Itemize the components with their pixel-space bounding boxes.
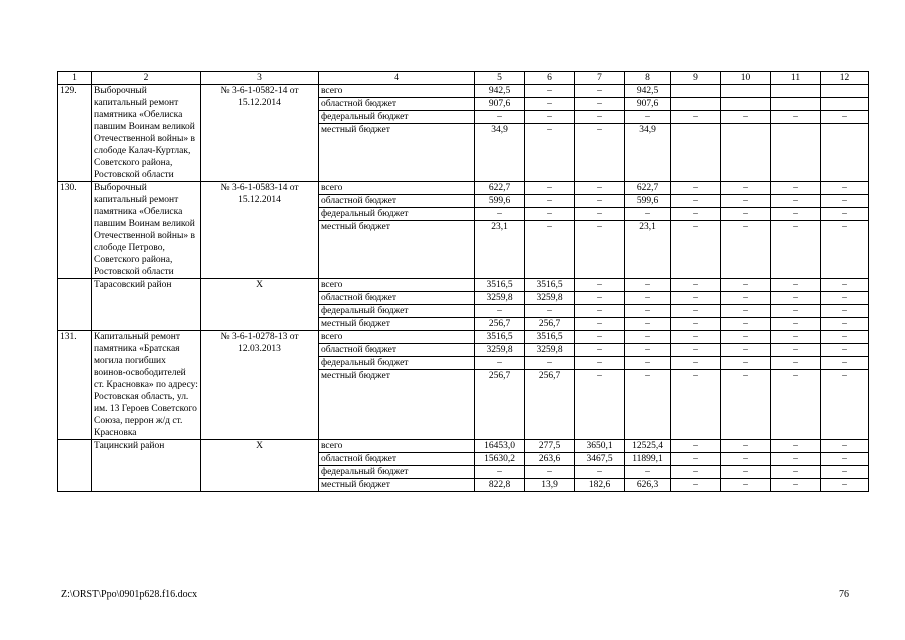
value-cell: – — [525, 124, 575, 182]
value-cell — [671, 124, 721, 182]
value-cell: – — [525, 305, 575, 318]
value-cell: – — [821, 318, 869, 331]
value-cell — [771, 85, 821, 98]
value-cell: – — [821, 453, 869, 466]
table-row — [58, 85, 869, 98]
value-cell: – — [821, 182, 869, 195]
value-cell: – — [575, 208, 625, 221]
row-number — [58, 279, 92, 331]
funding-source: федеральный бюджет — [319, 357, 475, 370]
value-cell: 3259,8 — [525, 292, 575, 305]
value-cell: 822,8 — [475, 479, 525, 492]
value-cell: – — [721, 111, 771, 124]
column-number: 11 — [771, 72, 821, 85]
funding-source: всего — [319, 279, 475, 292]
funding-source: областной бюджет — [319, 292, 475, 305]
table-row — [58, 440, 869, 453]
value-cell: 15630,2 — [475, 453, 525, 466]
value-cell: – — [671, 357, 721, 370]
value-cell: – — [771, 195, 821, 208]
column-number: 12 — [821, 72, 869, 85]
value-cell: – — [721, 318, 771, 331]
column-number: 1 — [58, 72, 92, 85]
value-cell: – — [721, 279, 771, 292]
value-cell: – — [525, 195, 575, 208]
value-cell: – — [475, 305, 525, 318]
value-cell: 3467,5 — [575, 453, 625, 466]
funding-source: областной бюджет — [319, 344, 475, 357]
header-row — [58, 72, 869, 85]
value-cell: – — [671, 111, 721, 124]
value-cell: – — [821, 479, 869, 492]
value-cell: – — [671, 440, 721, 453]
value-cell: – — [625, 466, 671, 479]
value-cell: 34,9 — [625, 124, 671, 182]
value-cell: – — [625, 331, 671, 344]
value-cell: 34,9 — [475, 124, 525, 182]
column-number: 8 — [625, 72, 671, 85]
document-ref: № 3-6-1-0582-14 от 15.12.2014 — [201, 85, 319, 182]
value-cell: 256,7 — [525, 370, 575, 440]
value-cell: 11899,1 — [625, 453, 671, 466]
value-cell: – — [721, 479, 771, 492]
value-cell: – — [671, 344, 721, 357]
value-cell: – — [575, 305, 625, 318]
funding-source: федеральный бюджет — [319, 111, 475, 124]
value-cell: 3516,5 — [475, 331, 525, 344]
object-name: Выборочный капитальный ремонт памятника «Обелиска павшим Воинам великой Отечественной войны» в слободе Калач-Куртлак, Советского района, Ростовской области — [92, 85, 201, 182]
value-cell: – — [721, 344, 771, 357]
value-cell: – — [475, 208, 525, 221]
value-cell — [721, 124, 771, 182]
value-cell: – — [771, 344, 821, 357]
value-cell: – — [625, 292, 671, 305]
value-cell: 3259,8 — [475, 344, 525, 357]
value-cell: – — [821, 344, 869, 357]
value-cell: – — [671, 453, 721, 466]
document-ref: X — [201, 279, 319, 331]
value-cell: – — [475, 111, 525, 124]
value-cell: – — [575, 292, 625, 305]
value-cell: – — [721, 305, 771, 318]
value-cell: – — [625, 111, 671, 124]
value-cell: 942,5 — [475, 85, 525, 98]
value-cell: 3259,8 — [525, 344, 575, 357]
value-cell — [821, 98, 869, 111]
funding-source: федеральный бюджет — [319, 466, 475, 479]
value-cell: – — [671, 370, 721, 440]
value-cell: 277,5 — [525, 440, 575, 453]
column-number: 9 — [671, 72, 721, 85]
value-cell: – — [821, 370, 869, 440]
table-row — [58, 331, 869, 344]
value-cell: – — [625, 318, 671, 331]
value-cell: – — [671, 479, 721, 492]
value-cell: – — [771, 479, 821, 492]
value-cell: – — [721, 370, 771, 440]
value-cell: – — [575, 344, 625, 357]
value-cell: – — [721, 221, 771, 279]
value-cell: – — [721, 208, 771, 221]
column-number: 3 — [201, 72, 319, 85]
value-cell: – — [671, 331, 721, 344]
value-cell: – — [821, 466, 869, 479]
value-cell: – — [625, 279, 671, 292]
value-cell: – — [625, 208, 671, 221]
value-cell: – — [721, 453, 771, 466]
funding-source: областной бюджет — [319, 195, 475, 208]
value-cell: – — [625, 370, 671, 440]
value-cell: – — [525, 221, 575, 279]
value-cell: – — [525, 466, 575, 479]
value-cell: – — [475, 357, 525, 370]
row-number: 131. — [58, 331, 92, 440]
value-cell: 23,1 — [475, 221, 525, 279]
value-cell: – — [771, 331, 821, 344]
funding-source: местный бюджет — [319, 221, 475, 279]
value-cell: – — [771, 357, 821, 370]
value-cell: – — [821, 195, 869, 208]
value-cell: 13,9 — [525, 479, 575, 492]
value-cell — [771, 98, 821, 111]
row-number — [58, 440, 92, 492]
funding-source: местный бюджет — [319, 370, 475, 440]
column-number: 10 — [721, 72, 771, 85]
funding-source: местный бюджет — [319, 479, 475, 492]
value-cell: – — [721, 440, 771, 453]
value-cell: – — [821, 331, 869, 344]
value-cell: 3516,5 — [525, 331, 575, 344]
value-cell: – — [771, 440, 821, 453]
column-number: 4 — [319, 72, 475, 85]
value-cell: – — [771, 466, 821, 479]
value-cell: – — [821, 111, 869, 124]
value-cell: 599,6 — [625, 195, 671, 208]
value-cell: – — [525, 98, 575, 111]
value-cell: 3650,1 — [575, 440, 625, 453]
value-cell: – — [525, 208, 575, 221]
value-cell: – — [575, 182, 625, 195]
value-cell: – — [821, 357, 869, 370]
value-cell: – — [721, 466, 771, 479]
value-cell: – — [771, 453, 821, 466]
column-number: 7 — [575, 72, 625, 85]
value-cell — [721, 98, 771, 111]
funding-source: местный бюджет — [319, 124, 475, 182]
object-name: Тарасовский район — [92, 279, 201, 331]
value-cell: – — [821, 440, 869, 453]
value-cell: – — [575, 318, 625, 331]
value-cell: 256,7 — [475, 318, 525, 331]
value-cell: – — [821, 305, 869, 318]
value-cell: – — [671, 182, 721, 195]
value-cell: – — [721, 331, 771, 344]
value-cell: 907,6 — [625, 98, 671, 111]
funding-source: всего — [319, 85, 475, 98]
value-cell: 622,7 — [625, 182, 671, 195]
value-cell: – — [525, 85, 575, 98]
object-name: Тацинский район — [92, 440, 201, 492]
value-cell: – — [771, 111, 821, 124]
table-row — [58, 182, 869, 195]
value-cell: – — [575, 124, 625, 182]
value-cell: 16453,0 — [475, 440, 525, 453]
value-cell: – — [771, 221, 821, 279]
value-cell: – — [575, 331, 625, 344]
table-row — [58, 279, 869, 292]
value-cell: – — [525, 182, 575, 195]
funding-source: всего — [319, 440, 475, 453]
value-cell: – — [771, 279, 821, 292]
value-cell: – — [671, 208, 721, 221]
value-cell: – — [671, 466, 721, 479]
value-cell: – — [821, 208, 869, 221]
value-cell: 182,6 — [575, 479, 625, 492]
value-cell: – — [625, 344, 671, 357]
row-number: 130. — [58, 182, 92, 279]
value-cell: – — [771, 208, 821, 221]
value-cell: – — [575, 357, 625, 370]
value-cell: 599,6 — [475, 195, 525, 208]
value-cell: – — [671, 318, 721, 331]
value-cell: – — [821, 292, 869, 305]
funding-source: всего — [319, 331, 475, 344]
value-cell: – — [575, 85, 625, 98]
value-cell — [821, 85, 869, 98]
value-cell: – — [771, 292, 821, 305]
value-cell: 263,6 — [525, 453, 575, 466]
value-cell: – — [575, 466, 625, 479]
value-cell — [771, 124, 821, 182]
budget-table — [57, 71, 869, 492]
value-cell: 3259,8 — [475, 292, 525, 305]
document-ref: X — [201, 440, 319, 492]
value-cell: – — [821, 221, 869, 279]
value-cell: – — [771, 370, 821, 440]
value-cell — [671, 98, 721, 111]
value-cell: – — [575, 98, 625, 111]
value-cell: 942,5 — [625, 85, 671, 98]
row-number: 129. — [58, 85, 92, 182]
value-cell: – — [625, 357, 671, 370]
value-cell: – — [721, 292, 771, 305]
value-cell: 622,7 — [475, 182, 525, 195]
value-cell: – — [671, 279, 721, 292]
funding-source: местный бюджет — [319, 318, 475, 331]
object-name: Капитальный ремонт памятника «Братская могила погибших воинов-освободителей ст. Красновка» по адресу: Ростовская область, ул. им. 13 Героев Советского Союза, перрон ж/д ст. Красновка — [92, 331, 201, 440]
funding-source: областной бюджет — [319, 98, 475, 111]
value-cell: – — [771, 182, 821, 195]
funding-source: всего — [319, 182, 475, 195]
value-cell: 907,6 — [475, 98, 525, 111]
value-cell — [821, 124, 869, 182]
value-cell — [671, 85, 721, 98]
value-cell: – — [821, 279, 869, 292]
value-cell: – — [575, 195, 625, 208]
value-cell — [721, 85, 771, 98]
file-path: Z:\ORST\Ppo\0901p628.f16.docx — [61, 589, 198, 600]
value-cell: 256,7 — [475, 370, 525, 440]
value-cell: – — [771, 318, 821, 331]
value-cell: 626,3 — [625, 479, 671, 492]
value-cell: – — [721, 182, 771, 195]
value-cell: – — [575, 279, 625, 292]
value-cell: – — [575, 370, 625, 440]
value-cell: – — [721, 195, 771, 208]
value-cell: – — [575, 221, 625, 279]
funding-source: областной бюджет — [319, 453, 475, 466]
value-cell: – — [475, 466, 525, 479]
value-cell: 23,1 — [625, 221, 671, 279]
value-cell: 3516,5 — [525, 279, 575, 292]
funding-source: федеральный бюджет — [319, 208, 475, 221]
value-cell: – — [671, 195, 721, 208]
value-cell: – — [575, 111, 625, 124]
value-cell: 3516,5 — [475, 279, 525, 292]
funding-source: федеральный бюджет — [319, 305, 475, 318]
value-cell: – — [625, 305, 671, 318]
column-number: 6 — [525, 72, 575, 85]
value-cell: – — [525, 357, 575, 370]
value-cell: – — [671, 292, 721, 305]
page-number: 76 — [839, 589, 849, 600]
value-cell: – — [525, 111, 575, 124]
document-ref: № 3-6-1-0583-14 от 15.12.2014 — [201, 182, 319, 279]
column-number: 5 — [475, 72, 525, 85]
value-cell: 256,7 — [525, 318, 575, 331]
value-cell: – — [721, 357, 771, 370]
object-name: Выборочный капитальный ремонт памятника «Обелиска павшим Воинам великой Отечественной войны» в слободе Петрово, Советского района, Ростовской области — [92, 182, 201, 279]
column-number: 2 — [92, 72, 201, 85]
value-cell: – — [771, 305, 821, 318]
value-cell: 12525,4 — [625, 440, 671, 453]
document-ref: № 3-6-1-0278-13 от 12.03.2013 — [201, 331, 319, 440]
value-cell: – — [671, 305, 721, 318]
value-cell: – — [671, 221, 721, 279]
